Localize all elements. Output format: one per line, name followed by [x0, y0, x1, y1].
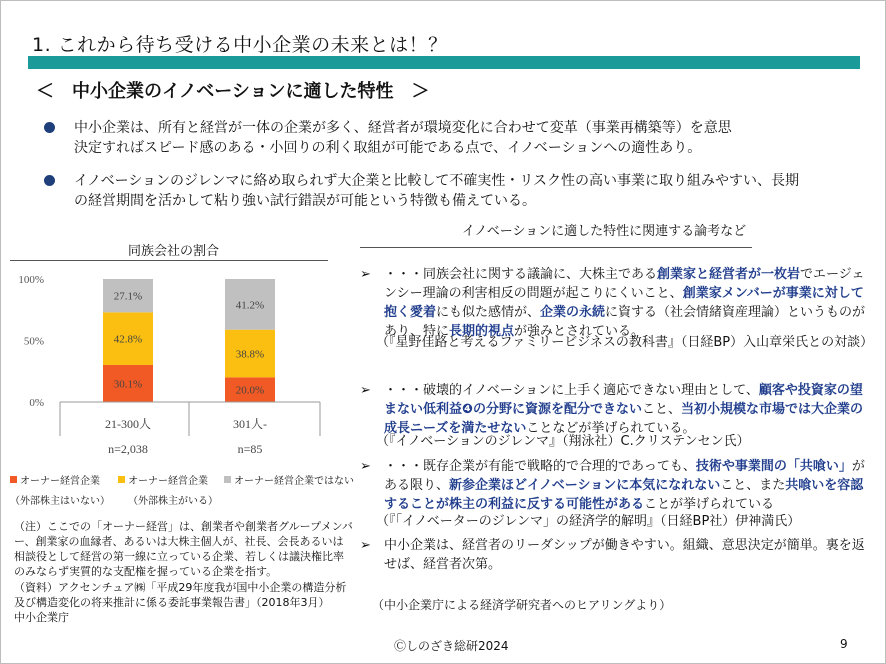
highlight-text: 長期的視点 [449, 324, 515, 339]
y-tick-label: 100% [18, 274, 44, 286]
title-underline-bar [28, 56, 860, 69]
bar-value-label: 27.1% [113, 290, 143, 303]
legend-swatch-orange [10, 476, 17, 483]
highlight-text: 顧客や投資家の望まない低利益❹の分野に資源を配分できない [384, 383, 863, 417]
bullet-line: 決定すればスピード感のある・小回りの利く取組が可能である点で、イノベーションへの適性あり。 [74, 140, 702, 156]
legend-label: オーナー経営企業 [128, 476, 208, 487]
reference-text: ・・・破壊的イノベーションに上手く適応できない理由として、顧客や投資家の望まない低利益❹の分野に資源を配分できないこと、当初小規模な市場では大企業の成長ニーズを満たせないことなどが挙げられている。 [384, 383, 864, 436]
reference-text: ・・・既存企業が有能で戦略的で合理的であっても、技術や事業間の「共喰い」がある限り、新参企業ほどイノベーションに本気になれないこと、また共喰いを容認することが株主の利益に反する可能性があることが挙げられている [384, 459, 865, 512]
page-number: 9 [840, 637, 848, 651]
bullet-line: の経営期間を活かして粘り強い試行錯誤が可能という特徴も備えている。 [74, 193, 536, 209]
legend-note: （外部株主がいる） [128, 496, 218, 507]
reference-citation: （『星野佳路と考えるファミリービジネスの教科書』（日経BP）入山章栄氏との対談） [376, 335, 874, 350]
legend-note: （外部株主はいない） [10, 496, 110, 507]
legend-swatch-gray [224, 476, 231, 483]
references-title: イノベーションに適した特性に関連する論考など [462, 224, 747, 239]
bar-value-label: 42.8% [113, 333, 143, 346]
bar-value-label: 30.1% [113, 378, 143, 391]
x-category-label: 301人- [233, 417, 267, 431]
bullet-dot-icon [44, 175, 55, 186]
highlight-text: 創業家と経営者が一枚岩 [657, 267, 801, 282]
y-tick-label: 50% [23, 335, 44, 348]
page-title: 1. これから待ち受ける中小企業の未来とは！？ [32, 34, 448, 56]
highlight-text: 新参企業ほどイノベーションに本気になれない [449, 478, 721, 493]
highlight-text: 創業家メンバーが事業に対して抱く愛着 [384, 286, 864, 320]
reference-citation: （『イノベーションのジレンマ』（翔泳社）C.クリステンセン氏） [376, 434, 750, 449]
bullet-line: イノベーションのジレンマに絡め取られず大企業と比較して不確実性・リスク性の高い事業に取り組みやすい、長期 [74, 173, 800, 189]
legend-item [224, 472, 354, 487]
bar-value-label: 41.2% [235, 299, 265, 312]
legend-label: オーナー経営企業ではない [234, 476, 354, 487]
bullet-dot-icon [44, 122, 55, 133]
bar-value-label: 20.0% [235, 384, 265, 397]
chart-title: 同族会社の割合 [128, 244, 220, 259]
section-subtitle: ＜ 中小企業のイノベーションに適した特性 ＞ [36, 81, 430, 102]
highlight-text: 技術や事業間の「共喰い」 [695, 459, 852, 474]
legend-item [10, 472, 100, 487]
x-category-note: n=85 [237, 442, 263, 456]
definition-note: （注）ここでの「オーナー経営」は、創業者や創業者グループメンバー、創業家の血縁者、あるいは大株主個人が、社長、会長あるいは相談役として経営の第一線に立っている企業、若しくは議決権比率のみならず実質的な支配権を握っている企業を指す。 [14, 520, 353, 578]
legend-item [118, 472, 208, 487]
bullet-line: 中小企業は、所有と経営が一体の企業が多く、経営者が環境変化に合わせて変革（事業再構築等）を意思 [74, 120, 732, 136]
source-line: 中小企業庁 [14, 611, 69, 624]
x-category-label: 21-300人 [105, 417, 151, 431]
chart-title-divider [10, 260, 328, 261]
references-divider [360, 247, 752, 248]
x-category-note: n=2,038 [108, 442, 148, 456]
reference-text: 中小企業は、経営者のリーダシップが働きやすい。組織、意思決定が簡単。裏を返せば、経営者次第。 [384, 538, 865, 572]
family-company-ratio-chart [0, 262, 330, 472]
source-line: （資料）アクセンチュア㈱「平成29年度我が国中小企業の構造分析及び構造変化の将来推計に係る委託事業報告書」（2018年3月） [14, 581, 347, 609]
y-tick-label: 0% [29, 397, 44, 409]
references-note: （中小企業庁による経済学研究者へのヒアリングより） [372, 598, 672, 612]
data-source [14, 580, 354, 625]
highlight-text: 共喰いを容認することが株主の利益に反する可能性がある [384, 478, 864, 512]
highlight-text: 企業の永続 [540, 305, 606, 320]
copyright-footer: Ⓒしのざき総研2024 [394, 639, 509, 653]
arrow-bullet-icon: ➢ [360, 383, 371, 398]
arrow-bullet-icon: ➢ [360, 267, 371, 282]
legend-swatch-yellow [118, 476, 125, 483]
reference-text: ・・・同族会社に関する議論に、大株主である創業家と経営者が一枚岩でエージェンシー理論の利害相反の問題が起こりにくいこと、創業家メンバーが事業に対して抱く愛着にも似た感情が、企業の永続に資する（社会情緒資産理論）というものがあり、特に長期的視点が強みとされている。 [384, 267, 866, 339]
arrow-bullet-icon: ➢ [360, 459, 371, 474]
legend-label: オーナー経営企業 [20, 476, 100, 487]
reference-citation: （『「イノベーターのジレンマ」の経済学的解明』（日経BP社）伊神満氏） [376, 514, 801, 529]
bar-value-label: 38.8% [235, 348, 265, 361]
arrow-bullet-icon: ➢ [360, 538, 371, 553]
highlight-text: 当初小規模な市場では大企業の成長ニーズを満たせない [384, 402, 864, 436]
